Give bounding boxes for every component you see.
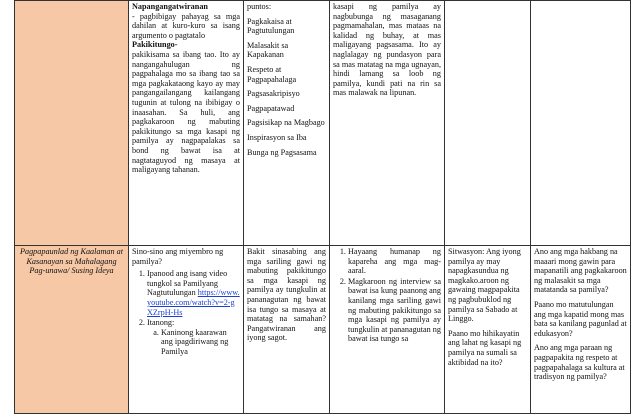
activity-cell — [129, 246, 244, 414]
side-label-cell — [15, 246, 129, 414]
definitions-cell — [129, 1, 244, 246]
point-item: Pagkakaisa at Pagtutulungan — [247, 16, 295, 36]
side-label-cell-empty — [15, 1, 129, 246]
point-item: Respeto at Pagpapahalaga — [247, 64, 297, 84]
term-pakikitungo: Pakikitungo- — [132, 40, 178, 50]
empty-cell — [445, 1, 531, 246]
term-napangangatwiranan: Napangangatwiranan — [132, 2, 208, 11]
point-item: Bunga ng Pagsasama — [247, 147, 317, 157]
question-text: Bakit sinasabing ang mga sariling gawi ng mabuting pakikitungo sa mga kasapi ng pamilya ay tungkulin at pananagutan ng bawat isa tungo sa masaya at matatag na samahan? Pangatwiranan ang iyong sagot. — [247, 247, 326, 343]
point-item: Pagsasakripisyo — [247, 89, 300, 99]
situation-question: Paano mo hihikayatin ang lahat ng kasapi ng pamilya na sumali sa aktibidad na ito? — [448, 328, 522, 367]
point-item: Pagsisikap na Magbago — [247, 118, 325, 128]
activity-step-1: Ipanood ang isang video tungkol sa Pamilyang Nagtutulungan — [147, 269, 228, 298]
point-item: Pagpapatawad — [247, 103, 295, 113]
reflection-question-3: Ano ang mga paraan ng pagpapakita ng respeto at pagpapahalaga sa kultura at tradisyon ng pamilya? — [534, 343, 625, 382]
definition-pakikitungo: pakikisama sa ibang tao. Ito ay nangangahulugan ng pagpahalaga mo sa ibang tao sa mga pagkakataong kayo ay may pangangailangang kailangang tugunin at tulong na ibibigay o inaasahan. Sa huli, ang pagkakaroon ng mabuting pakikitungo sa mga kasapi ng pamilya ay nagpapalakas sa bond ng bawat isa at nagtataguyod ng masaya at maligayang tahanan. — [132, 49, 240, 175]
points-intro: puntos: — [247, 2, 272, 11]
reflection-question-1: Ano ang mga hakbang na maaari mong gawin para mapanatili ang pagkakaroon ng malasakit sa mga matatanda sa pamilya? — [534, 247, 627, 295]
interview-step-1: 1. Hayaang humanap ng kapareha ang mga mag-aaral. — [348, 247, 441, 276]
situation-cell — [445, 246, 531, 414]
side-label: Pagpapaunlad ng Kaalaman at Kasanayan sa Mahalagang Pag-unawa/ Susing Ideya — [19, 247, 124, 276]
interview-step-2: 2. Magkaroon ng interview sa bawat isa kung paanong ang kanilang mga sariling gawi ng mabuting pakikitungo sa mga kasapi ng pamilya ay tungkulin at pananagutan ng bawat isa tungo sa — [348, 277, 441, 344]
point-item: Inspirasyon sa Iba — [247, 132, 307, 142]
activity-substep-a: a. Kaninong kaarawan ang ipagdiriwang ng Pamilya — [161, 328, 240, 357]
table-row — [15, 1, 631, 246]
activity-intro: Sino-sino ang miyembro ng pamilya? — [132, 247, 224, 266]
table-row — [15, 246, 631, 414]
definition-napangangatwiranan: - pagbibigay pahayag sa mga dahilan at kuro-kuro sa isang argumento o pagtatalo — [132, 11, 240, 40]
point-item: Malasakit sa Kapakanan — [247, 40, 289, 60]
situation-text: Sitwasyon: Ang iyong pamilya ay may napagkasundua ng magkako.aroon ng gawaing magpapakita ng pagbubuklod ng pamilya sa Sabado at Linggo. — [448, 247, 521, 324]
empty-cell — [531, 1, 631, 246]
question-cell — [244, 246, 330, 414]
reflection-cell — [531, 246, 631, 414]
reflection-question-2: Paano mo matutulungan ang mga kapatid mong mas bata sa kanilang pagunlad at edukasyon? — [534, 299, 627, 338]
points-cell — [244, 1, 330, 246]
interview-cell — [330, 246, 445, 414]
family-benefits-cell — [330, 1, 445, 246]
activity-step-2: Itanong: — [147, 318, 175, 328]
video-link[interactable]: https://www.youtube.com/watch?v=2-gXZrpH-Hs — [147, 288, 240, 317]
lesson-plan-table — [14, 0, 631, 414]
family-benefits-text: kasapi ng pamilya ay nagbubunga ng masaganang pagmamahalan, mas mataas na kalidad ng buhay, at mas maligayang pagsasama. Ito ay naglalagay ng pundasyon para sa mas matatag na mga ugnayan, hindi lamang sa loob ng pamilya, kundi pati na rin sa mas malawak na lipunan. — [333, 2, 441, 98]
